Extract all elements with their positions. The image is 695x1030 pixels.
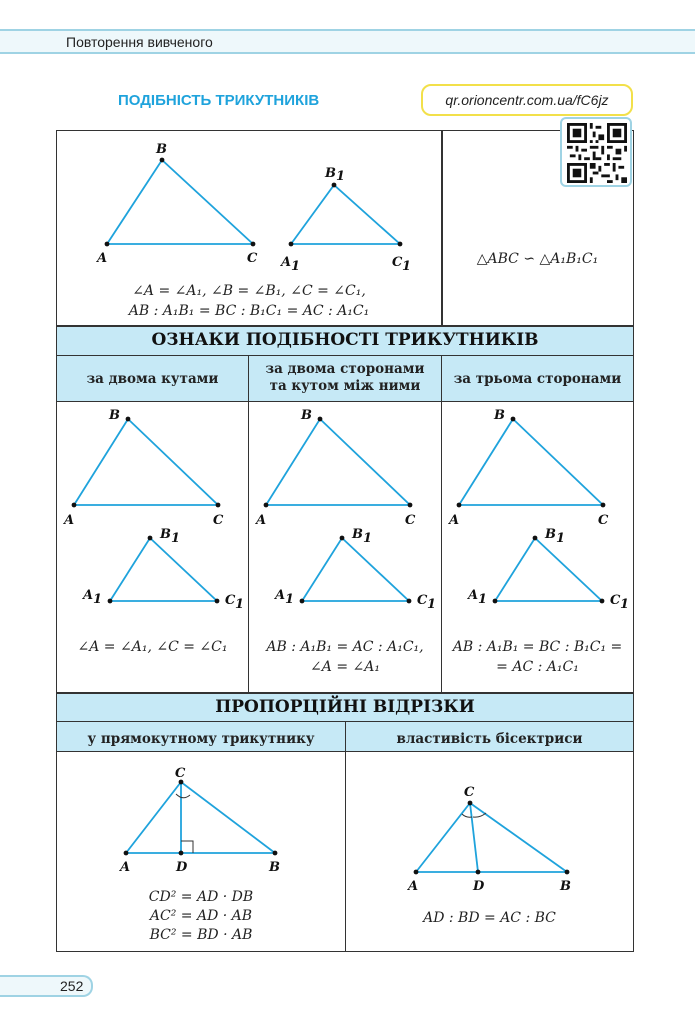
bisector-formula: AD : BD = AC : BC	[423, 910, 556, 926]
label-c1: C	[225, 593, 236, 608]
label-c: C	[598, 513, 609, 528]
criterion-two-angles: за двома кутами	[86, 371, 219, 387]
similarity-statement: △ABC ∽ △A₁B₁C₁	[476, 251, 599, 267]
label-b1: B	[325, 166, 336, 181]
altitude-formula-3: BC² = BD · AB	[149, 927, 253, 943]
sides-ratio: AB : A₁B₁ = BC : B₁C₁ = AC : A₁C₁	[128, 303, 370, 319]
page-title: ПОДІБНІСТЬ ТРИКУТНИКІВ	[118, 92, 320, 109]
label-a: A	[64, 513, 75, 528]
criterion-two-sides-angle: за двома сторонами та кутом між ними	[265, 361, 425, 394]
label-b1-sub: 1	[556, 531, 566, 546]
criteria-heading: ОЗНАКИ ПОДІБНОСТІ ТРИКУТНИКІВ	[151, 330, 539, 350]
label-a: A	[256, 513, 267, 528]
label-a1: A	[275, 588, 286, 603]
label-b: B	[156, 142, 167, 157]
label-c: C	[247, 251, 258, 266]
label-a1-sub: 1	[478, 592, 488, 607]
label-a: A	[449, 513, 460, 528]
label-c: C	[464, 785, 475, 800]
label-a: A	[408, 879, 419, 894]
page-number: 252	[0, 975, 93, 997]
qr-code[interactable]	[560, 117, 632, 187]
criterion3-formula-1: AB : A₁B₁ = BC : B₁C₁ =	[452, 639, 623, 655]
section-title: Повторення вивченого	[66, 34, 213, 50]
label-b: B	[560, 879, 571, 894]
label-b: B	[494, 408, 505, 423]
criterion1-formula: ∠A = ∠A₁, ∠C = ∠C₁	[77, 639, 228, 655]
altitude-formula-1: CD² = AD · DB	[148, 889, 254, 905]
label-c1-sub: 1	[402, 259, 412, 274]
label-a1-sub: 1	[93, 592, 103, 607]
label-b: B	[269, 860, 280, 875]
label-c: C	[213, 513, 224, 528]
label-c1-sub: 1	[620, 597, 630, 612]
altitude-formula-2: AC² = AD · AB	[149, 908, 253, 924]
label-a: A	[97, 251, 108, 266]
label-c: C	[175, 766, 186, 781]
label-a1-sub: 1	[291, 259, 301, 274]
label-d: D	[176, 860, 188, 875]
criterion-three-sides: за трьома сторонами	[453, 371, 622, 387]
label-b: B	[109, 408, 120, 423]
qr-pattern	[567, 123, 627, 183]
criterion3-formula-2: = AC : A₁C₁	[496, 659, 579, 675]
label-a1: A	[281, 255, 292, 270]
label-c1-sub: 1	[235, 597, 245, 612]
label-a1: A	[83, 588, 94, 603]
label-c1-sub: 1	[427, 597, 437, 612]
label-b1-sub: 1	[171, 531, 181, 546]
label-c1: C	[392, 255, 403, 270]
label-b1-sub: 1	[336, 169, 346, 184]
label-b1: B	[352, 527, 363, 542]
angles-equality: ∠A = ∠A₁, ∠B = ∠B₁, ∠C = ∠C₁,	[132, 283, 366, 299]
label-a1-sub: 1	[285, 592, 295, 607]
right-triangle-label: у прямокутному трикутнику	[87, 731, 315, 747]
label-b1: B	[160, 527, 171, 542]
label-b1: B	[545, 527, 556, 542]
label-c1: C	[417, 593, 428, 608]
label-a1: A	[468, 588, 479, 603]
qr-link[interactable]: qr.orioncentr.com.ua/fC6jz	[421, 84, 633, 116]
label-d: D	[473, 879, 485, 894]
criterion2-formula-1: AB : A₁B₁ = AC : A₁C₁,	[266, 639, 424, 655]
bisector-label: властивість бісектриси	[396, 731, 583, 747]
proportional-heading: ПРОПОРЦІЙНІ ВІДРІЗКИ	[215, 697, 475, 717]
label-c1: C	[610, 593, 621, 608]
label-b1-sub: 1	[363, 531, 373, 546]
criterion2-formula-2: ∠A = ∠A₁	[310, 659, 380, 675]
label-a: A	[120, 860, 131, 875]
label-c: C	[405, 513, 416, 528]
label-b: B	[301, 408, 312, 423]
